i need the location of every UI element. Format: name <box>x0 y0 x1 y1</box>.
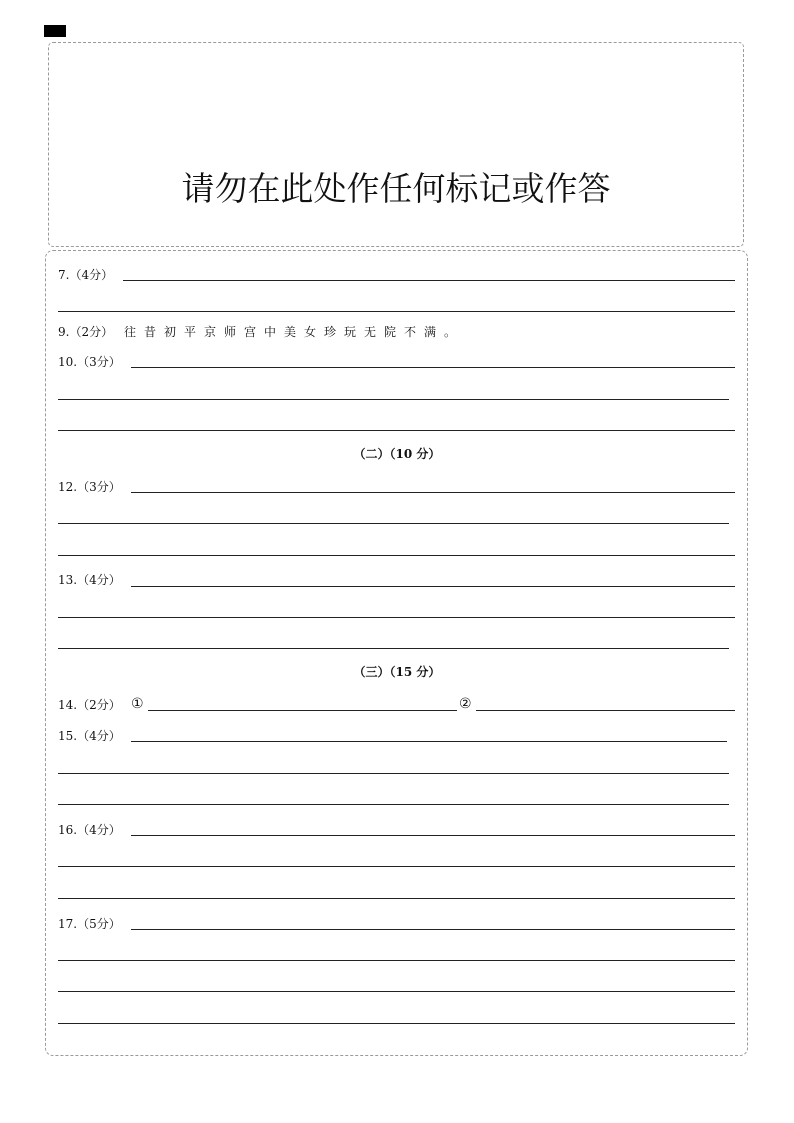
answer-line[interactable] <box>131 741 727 742</box>
answer-line[interactable] <box>131 835 735 836</box>
answer-area <box>45 250 748 1056</box>
section-2-title: （二）（10 分） <box>353 447 441 461</box>
answer-line[interactable] <box>58 648 729 649</box>
blank-marker-2: ② <box>459 696 472 712</box>
answer-line[interactable] <box>58 804 729 805</box>
question-9-text: 往昔初平京师宫中美女珍玩无院不满。 <box>124 325 465 339</box>
question-7-label: 7.（4分） <box>58 268 114 282</box>
answer-line[interactable] <box>58 866 735 867</box>
answer-line[interactable] <box>58 523 729 524</box>
answer-line[interactable] <box>58 430 735 431</box>
answer-line[interactable] <box>58 311 735 312</box>
blank-marker-1: ① <box>131 696 144 712</box>
answer-line[interactable] <box>58 617 735 618</box>
answer-line[interactable] <box>58 1023 735 1024</box>
answer-line[interactable] <box>58 773 729 774</box>
answer-line[interactable] <box>58 555 735 556</box>
no-mark-area <box>48 42 744 247</box>
answer-line[interactable] <box>476 710 735 711</box>
answer-line[interactable] <box>58 399 729 400</box>
answer-line[interactable] <box>58 960 735 961</box>
answer-line[interactable] <box>131 929 735 930</box>
answer-line[interactable] <box>131 492 735 493</box>
question-9-label: 9.（2分） <box>58 325 114 339</box>
section-3-title: （三）（15 分） <box>353 665 441 679</box>
answer-line[interactable] <box>131 586 735 587</box>
no-mark-warning: 请勿在此处作任何标记或作答 <box>181 169 611 208</box>
answer-line[interactable] <box>58 898 735 899</box>
answer-line[interactable] <box>123 280 735 281</box>
question-12-label: 12.（3分） <box>58 480 121 494</box>
question-10-label: 10.（3分） <box>58 355 121 369</box>
question-15-label: 15.（4分） <box>58 729 121 743</box>
question-16-label: 16.（4分） <box>58 823 121 837</box>
alignment-mark <box>44 25 66 37</box>
answer-line[interactable] <box>58 991 735 992</box>
question-17-label: 17.（5分） <box>58 917 121 931</box>
answer-line[interactable] <box>148 710 457 711</box>
question-14-label: 14.（2分） <box>58 698 121 712</box>
question-13-label: 13.（4分） <box>58 573 121 587</box>
answer-line[interactable] <box>131 367 735 368</box>
